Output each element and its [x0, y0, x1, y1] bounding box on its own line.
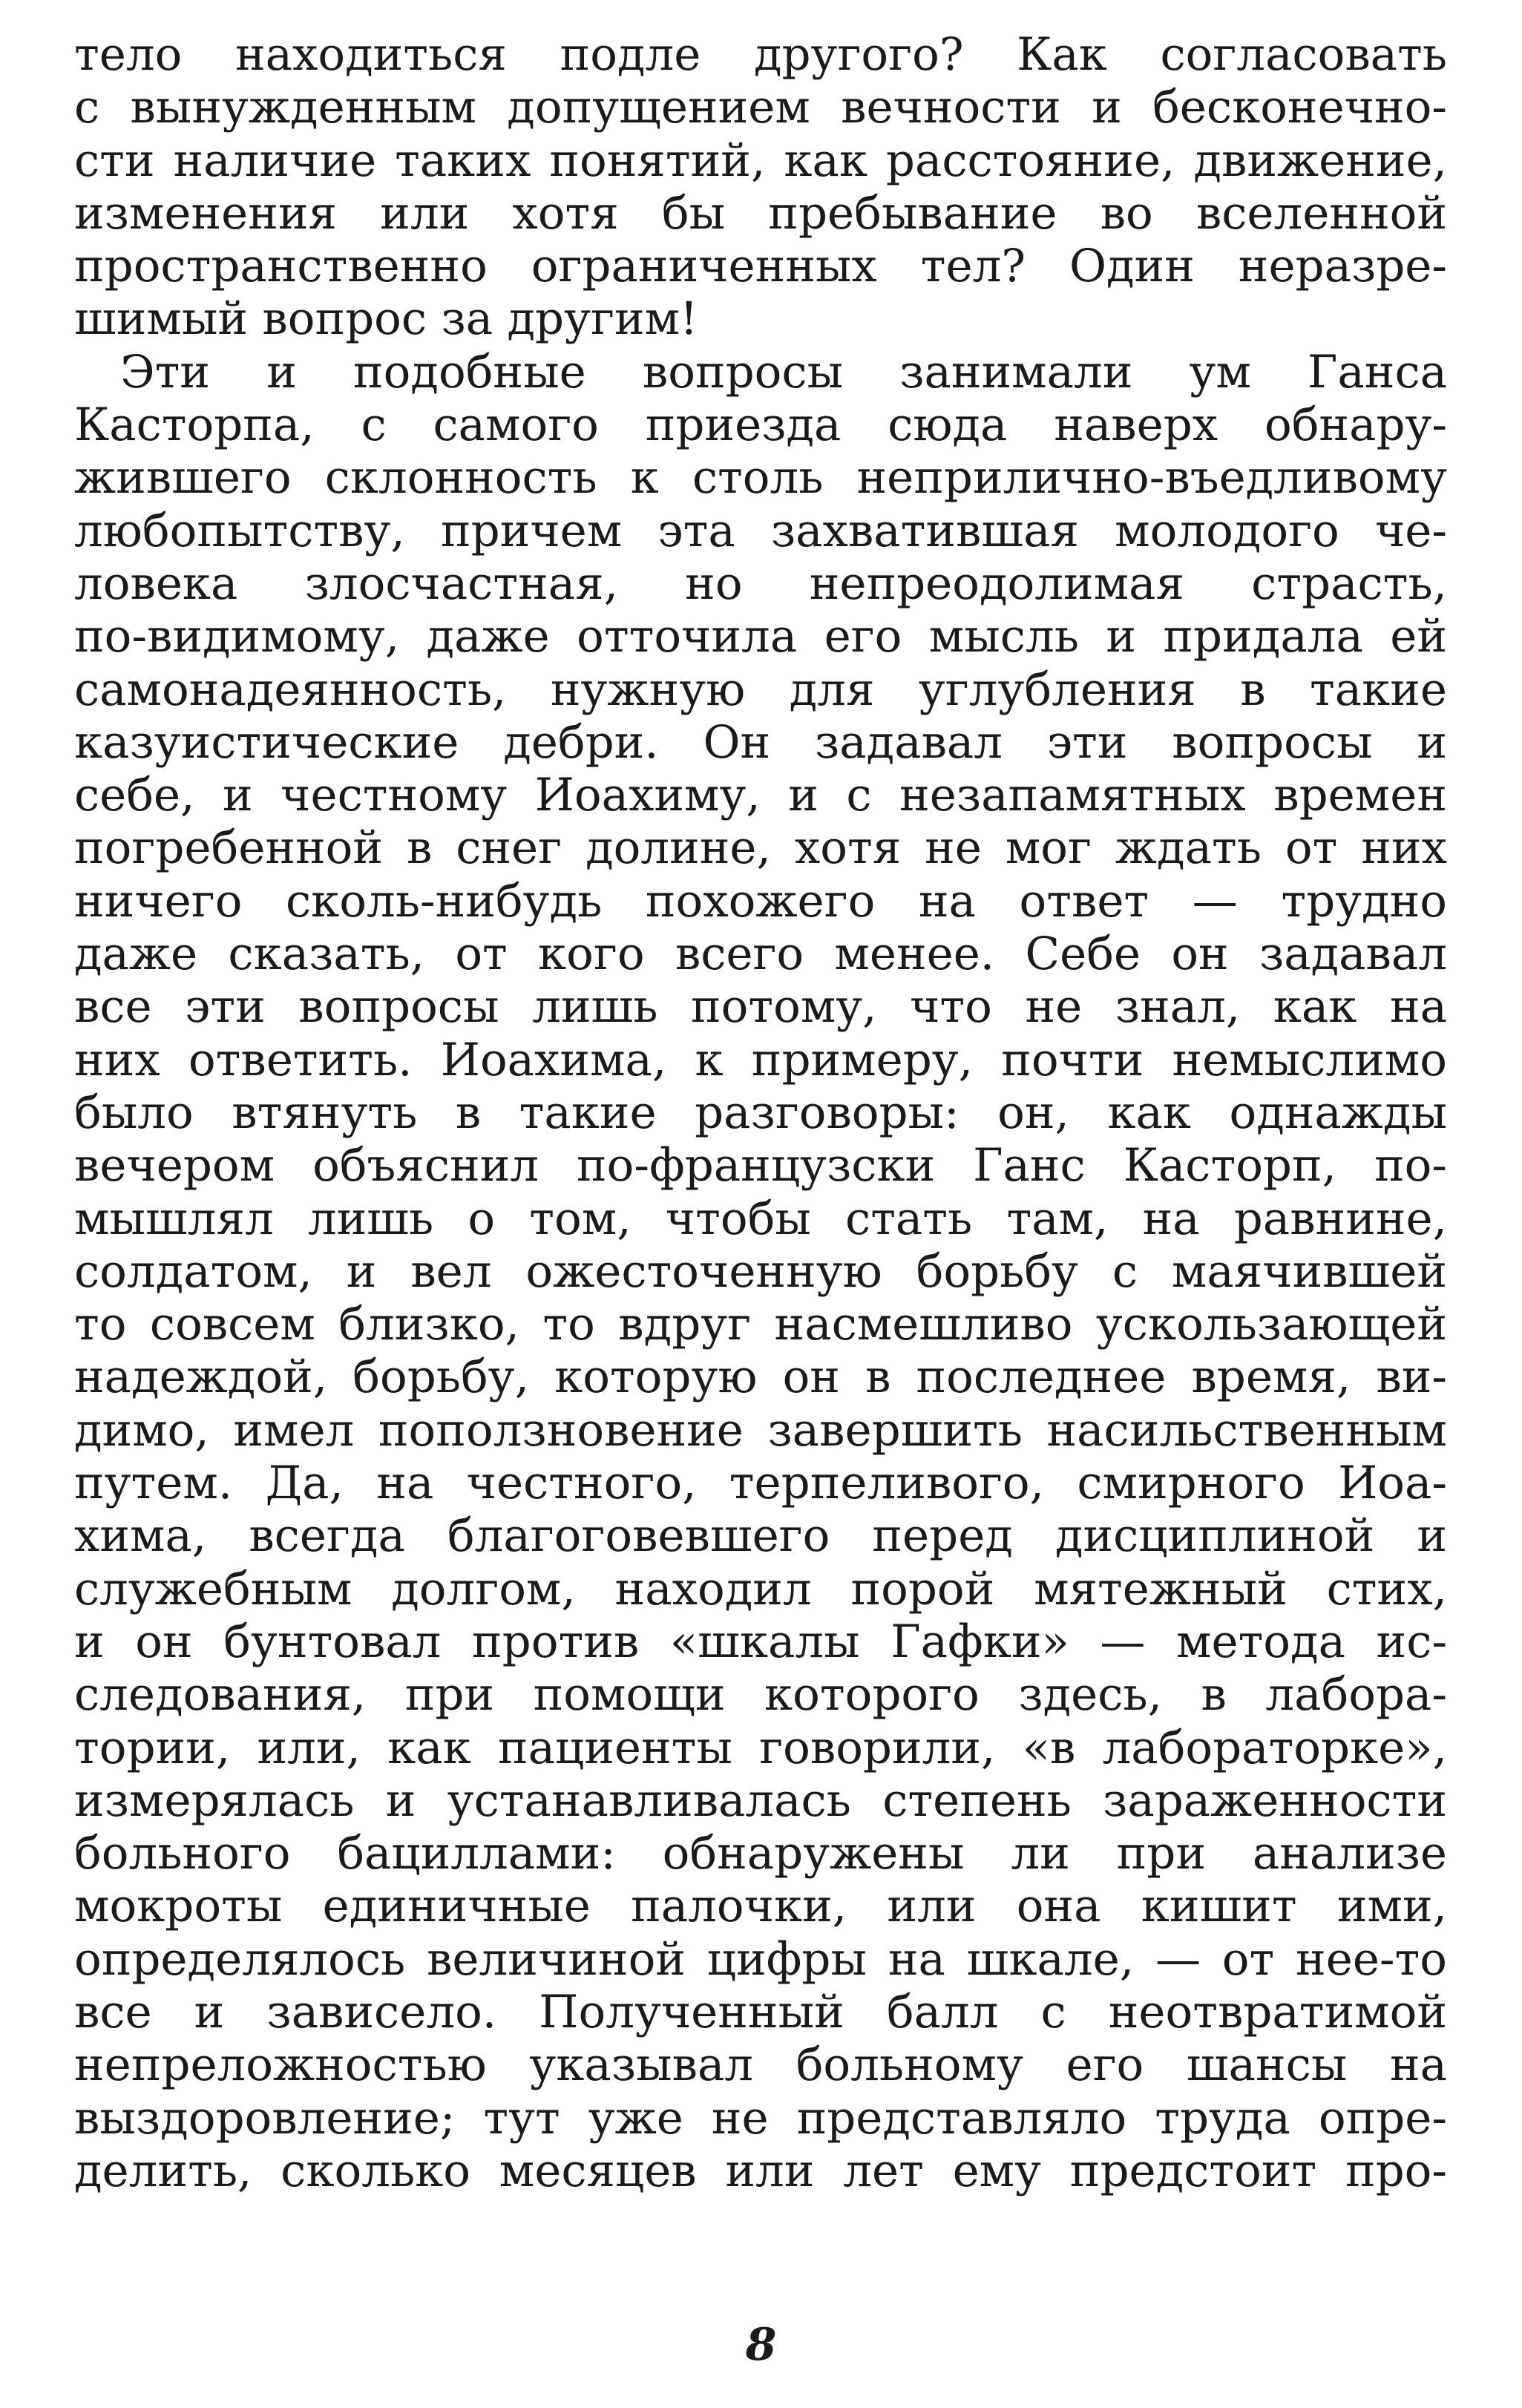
text-line: Касторпа, с самого приезда сюда наверх обнару- [74, 398, 1447, 452]
text-line: все эти вопросы лишь потому, что не знал, как на [74, 980, 1447, 1034]
text-line: надеждой, борьбу, которую он в последнее время, ви- [74, 1351, 1447, 1404]
text-line: любопытству, причем эта захватившая молодого че- [74, 504, 1447, 557]
text-line: по-видимому, даже отточила его мысль и придала ей [74, 610, 1447, 663]
text-line: казуистические дебри. Он задавал эти вопросы и [74, 715, 1447, 769]
text-line: даже сказать, от кого всего менее. Себе он задавал [74, 928, 1447, 981]
text-line: делить, сколько месяцев или лет ему предстоит про- [74, 2144, 1447, 2197]
text-line: и он бунтовал против «шкалы Гафки» — метода ис- [74, 1615, 1447, 1668]
text-line: тории, или, как пациенты говорили, «в лабораторке», [74, 1721, 1447, 1774]
text-line: них ответить. Иоахима, к примеру, почти немыслимо [74, 1033, 1447, 1086]
body-text [74, 28, 1447, 2197]
text-line: жившего склонность к столь неприлично-въедливому [74, 451, 1447, 505]
text-line: все и зависело. Полученный балл с неотвратимой [74, 1985, 1447, 2038]
text-line: то совсем близко, то вдруг насмешливо ускользающей [74, 1298, 1447, 1351]
page-number: 8 [745, 2319, 777, 2371]
text-line: мышлял лишь о том, чтобы стать там, на равнине, [74, 1192, 1447, 1245]
text-line: Эти и подобные вопросы занимали ум Ганса [120, 345, 1447, 398]
text-line: ловека злосчастная, но непреодолимая страсть, [74, 557, 1447, 610]
text-line: было втянуть в такие разговоры: он, как однажды [74, 1086, 1447, 1139]
text-line: вечером объяснил по-французски Ганс Касторп, по- [74, 1139, 1447, 1192]
text-line: солдатом, и вел ожесточенную борьбу с маячившей [74, 1244, 1447, 1298]
text-line: димо, имел поползновение завершить насильственным [74, 1403, 1447, 1457]
text-line: ничего сколь-нибудь похожего на ответ — трудно [74, 874, 1447, 928]
text-line: изменения или хотя бы пребывание во вселенной [74, 186, 1447, 240]
text-line: тело находиться подле другого? Как согласовать [74, 28, 1447, 81]
text-line: сти наличие таких понятий, как расстояние, движение, [74, 134, 1447, 187]
text-line: шимый вопрос за другим! [74, 292, 698, 346]
text-line: больного бациллами: обнаружены ли при анализе [74, 1827, 1447, 1880]
text-line: погребенной в снег долине, хотя не мог ждать от них [74, 821, 1447, 875]
text-line: себе, и честному Иоахиму, и с незапамятных времен [74, 769, 1447, 822]
text-line: служебным долгом, находил порой мятежный стих, [74, 1562, 1447, 1615]
text-line: следования, при помощи которого здесь, в лабора- [74, 1668, 1447, 1722]
text-line: с вынужденным допущением вечности и бесконечно- [74, 81, 1447, 134]
text-line: путем. Да, на честного, терпеливого, смирного Иоа- [74, 1457, 1447, 1510]
text-line: измерялась и устанавливалась степень зараженности [74, 1774, 1447, 1827]
text-line: определялось величиной цифры на шкале, — от нее-то [74, 1932, 1447, 1986]
text-line: выздоровление; тут уже не представляло труда опре- [74, 2091, 1447, 2145]
text-line: самонадеянность, нужную для углубления в такие [74, 663, 1447, 716]
text-line: мокроты единичные палочки, или она кишит ими, [74, 1880, 1447, 1933]
paragraph-2 [74, 346, 1447, 2197]
text-line: пространственно ограниченных тел? Один неразре- [74, 240, 1447, 293]
paragraph-1 [74, 28, 1447, 346]
text-line: непреложностью указывал больному его шансы на [74, 2038, 1447, 2092]
text-line: хима, всегда благоговевшего перед дисциплиной и [74, 1509, 1447, 1563]
